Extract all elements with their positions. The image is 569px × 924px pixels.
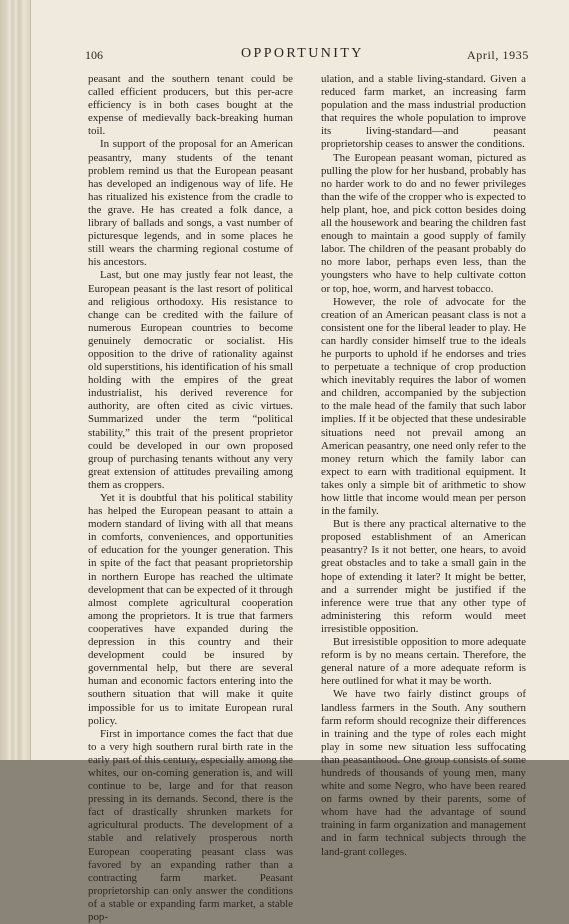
paragraph: But is there any practical alternative to the proposed establishment of an American peasantry? Is it not better, one hears, to avoid great obstacles and to take a small gain in the hope of extending it later? It might be better, and a surrender might be justified if the inference were true that any other type of administering this reform would meet irresistible opposition. bbox=[321, 518, 526, 635]
issue-date: April, 1935 bbox=[467, 48, 529, 62]
paragraph: Yet it is doubtful that his political stability has helped the European peasant to attain a modern standard of living with all that means in comforts, conveniences, and opportunities of education for the younger generation. This in spite of the fact that peasant proprietorship in northern Europe has reached the ultimate development that can be expected of it through almost complete agricultural cooperation among the proprietors. It is true that farmers cooperatives have expanded during the depression in this country and their development could be insured by governmental help, but there are several human and economic factors entering into the southern situation that will make it quite impossible for us to imitate European rural policy. bbox=[88, 492, 293, 727]
paragraph: In support of the proposal for an American peasantry, many students of the tenant problem remind us that the European peasant has developed an indigenous way of life. He has ritualized his existence from the cradle to the grave. He has created a folk dance, a library of ballads and songs, a vast number of picturesque legends, and in some places he still wears the charming regional costume of his ancestors. bbox=[88, 138, 293, 269]
paragraph: ulation, and a stable living-standard. Given a reduced farm market, an increasing farm population and the mass industrial production that requires the whole population to improve its living-standard—and peasant proprietorship ceases to answer the conditions. bbox=[321, 73, 526, 151]
page-header bbox=[69, 44, 569, 66]
paragraph: Last, but one may justly fear not least, the European peasant is the last resort of political and religious orthodoxy. His resistance to change can be credited with the failure of numerous European countries to become genuinely democratic or socialist. His opposition to the drive of rationality against old superstitions, his identification of his small holding with the empires of the great industrialist, his derived reverence for authority, are often cited as civic virtues. Summarized under the term “political stability,” this trait of the present proprietor could be developed in our own proposed group of purchasing tenants without any very great extension of attitudes prevailing among them as croppers. bbox=[88, 269, 293, 491]
right-column bbox=[321, 73, 526, 859]
left-column bbox=[88, 73, 293, 924]
paragraph: But irresistible opposition to more adequate reform is by no means certain. Therefore, the general nature of a more adequate reform is here outlined for what it may be worth. bbox=[321, 636, 526, 688]
book-page bbox=[30, 0, 569, 923]
paragraph: peasant and the southern tenant could be called efficient producers, but this per-acre efficiency is in both cases bought at the expense of medievally back-breaking human toil. bbox=[88, 73, 293, 138]
running-title: OPPORTUNITY bbox=[241, 46, 364, 61]
paragraph: However, the role of advocate for the creation of an American peasant class is not a consistent one for the liberal leader to play. He can hardly consider himself true to the ideals he purports to uphold if he endorses and tries to perpetuate a technique of crop production which inevitably requires the labor of women and children, accompanied by the subjection to the male head of the family that such labor implies. If it be objected that these undesirable situations need not prevail among an American peasantry, one need only refer to the money return which the family labor can expect to earn with traditional equipment. It takes only a simple bit of arithmetic to show how little that income would mean per person in the family. bbox=[321, 295, 526, 518]
paragraph: First in importance comes the fact that due to a very high southern rural birth rate in the early part of this century, especially among the whites, our on-coming generation is, and will continue to be, large and for that reason pressing in its demands. Second, there is the fact of drastically shrunken markets for agricultural products. The development of a stable and relatively prosperous north European cooperating peasant class was favored by an expanding rather than a contracting farm market. Peasant proprietorship can only answer the conditions of a stable or expanding farm market, a stable pop- bbox=[88, 727, 293, 923]
page-number: 106 bbox=[85, 48, 103, 62]
paragraph: We have two fairly distinct groups of landless farmers in the South. Any southern farm reform should recognize their differences in training and the type of roles each might play in some new situation less suffocating than peasanthood. One group consists of some hundreds of thousands of young men, many white and some Negro, who have been reared on farms owned by their parents, some of whom have had the advantage of sound training in farm organization and management and in farm technical subjects through the land-grant colleges. bbox=[321, 688, 526, 858]
paragraph: The European peasant woman, pictured as pulling the plow for her husband, probably has no harder work to do and no fewer privileges than the wife of the cropper who is expected to help plant, hoe, and pick cotton besides doing all the housework and bearing the children fast enough to maintain a good supply of family labor. The children of the peasant probably do no more labor, perhaps even less, than the youngsters who have to help cultivate cotton or top, hoe, worm, and harvest tobacco. bbox=[321, 151, 526, 295]
